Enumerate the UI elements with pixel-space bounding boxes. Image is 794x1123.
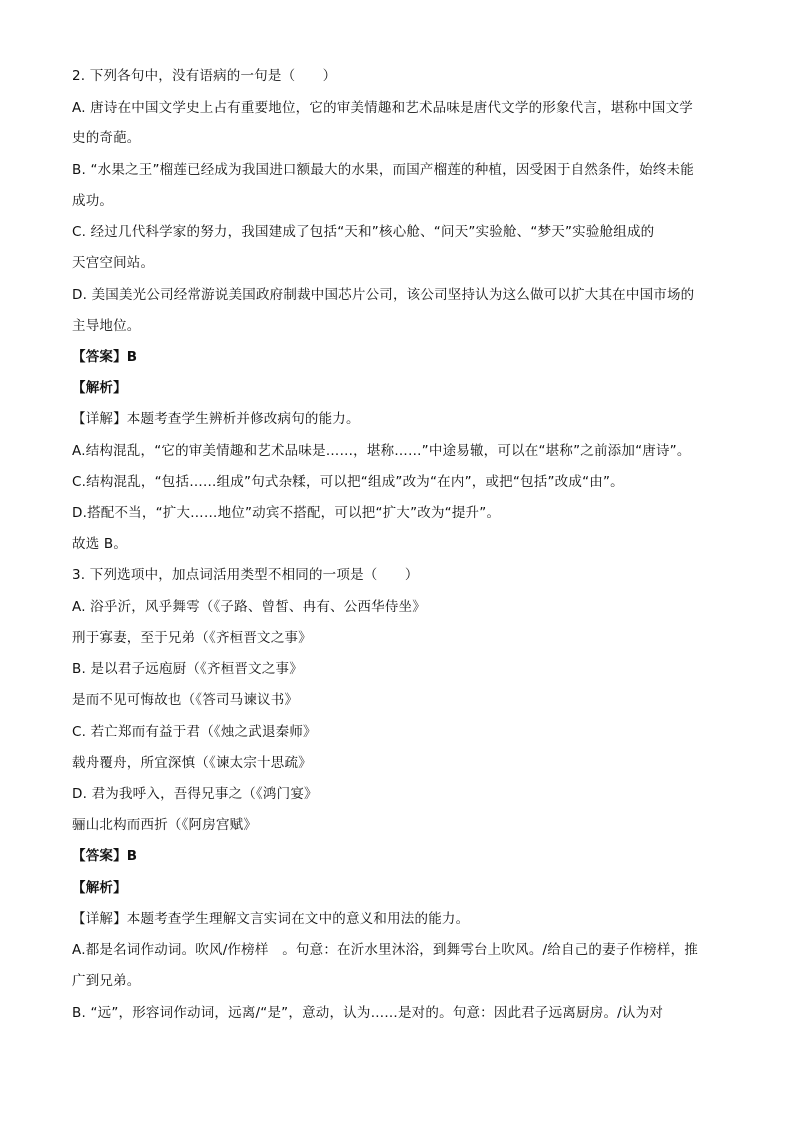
q3-option-c-line2: 载舟覆舟，所宜深慎（《谏太宗十思疏》 [72, 755, 312, 771]
q3-stem: 3. 下列选项中，加点词活用类型不相同的一项是（ ） [72, 567, 419, 583]
q2-option-d-line2: 主导地位。 [72, 318, 141, 334]
q2-option-c-line2: 天宫空间站。 [72, 255, 155, 271]
q2-option-b-line2: 成功。 [72, 193, 114, 209]
q3-answer: 【答案】B [72, 848, 138, 864]
q3-explanation-a-line1: A.都是名词作动词。吹风/作榜样 。句意：在沂水里沐浴，到舞雩台上吹风。/给自己的妻子作榜样，推 [72, 942, 698, 958]
q2-detail: 【详解】本题考查学生辨析并修改病句的能力。 [72, 411, 360, 427]
q2-option-c-line1: C. 经过几代科学家的努力，我国建成了包括“天和”核心舱、“问天”实验舱、“梦天”实验舱组成的 [72, 224, 655, 240]
q2-explanation-c: C.结构混乱，“包括……组成”句式杂糅，可以把“组成”改为“在内”，或把“包括”改成“由”。 [72, 474, 624, 490]
q2-stem: 2. 下列各句中，没有语病的一句是（ ） [72, 68, 337, 84]
q3-option-d-line2: 骊山北构而西折（《阿房宫赋》 [72, 817, 258, 833]
q3-option-d-line1: D. 君为我呼入，吾得兄事之（《鸿门宴》 [72, 786, 318, 802]
q2-option-b-line1: B. “水果之王”榴莲已经成为我国进口额最大的水果，而国产榴莲的种植，因受困于自然条件，始终未能 [72, 162, 694, 178]
q3-explanation-b: B. “远”，形容词作动词，远离/“是”，意动，认为……是对的。句意：因此君子远离厨房。/认为对 [72, 1005, 664, 1021]
q2-analysis-heading: 【解析】 [72, 380, 127, 396]
q2-option-d-line1: D. 美国美光公司经常游说美国政府制裁中国芯片公司，该公司坚持认为这么做可以扩大其在中国市场的 [72, 287, 695, 303]
q2-option-a-line1: A. 唐诗在中国文学史上占有重要地位，它的审美情趣和艺术品味是唐代文学的形象代言，堪称中国文学 [72, 100, 693, 116]
q3-detail: 【详解】本题考查学生理解文言实词在文中的意义和用法的能力。 [72, 911, 470, 927]
q2-answer: 【答案】B [72, 349, 138, 365]
q2-explanation-a: A.结构混乱，“它的审美情趣和艺术品味是……，堪称……”中途易辙，可以在“堪称”之前添加“唐诗”。 [72, 443, 691, 459]
q3-analysis-heading: 【解析】 [72, 880, 127, 896]
q3-option-a-line1: A. 浴乎沂，风乎舞雩（《子路、曾皙、冉有、公西华侍坐》 [72, 599, 426, 615]
q2-explanation-d: D.搭配不当，“扩大……地位”动宾不搭配，可以把“扩大”改为“提升”。 [72, 505, 501, 521]
q3-option-a-line2: 刑于寡妻，至于兄弟（《齐桓晋文之事》 [72, 630, 312, 646]
q2-option-a-line2: 史的奇葩。 [72, 130, 141, 146]
q3-option-c-line1: C. 若亡郑而有益于君（《烛之武退秦师》 [72, 724, 317, 740]
q2-conclusion: 故选 B。 [72, 536, 128, 552]
q3-option-b-line1: B. 是以君子远庖厨（《齐桓晋文之事》 [72, 661, 303, 677]
q3-option-b-line2: 是而不见可悔故也（《答司马谏议书》 [72, 692, 299, 708]
q3-explanation-a-line2: 广到兄弟。 [72, 973, 141, 989]
